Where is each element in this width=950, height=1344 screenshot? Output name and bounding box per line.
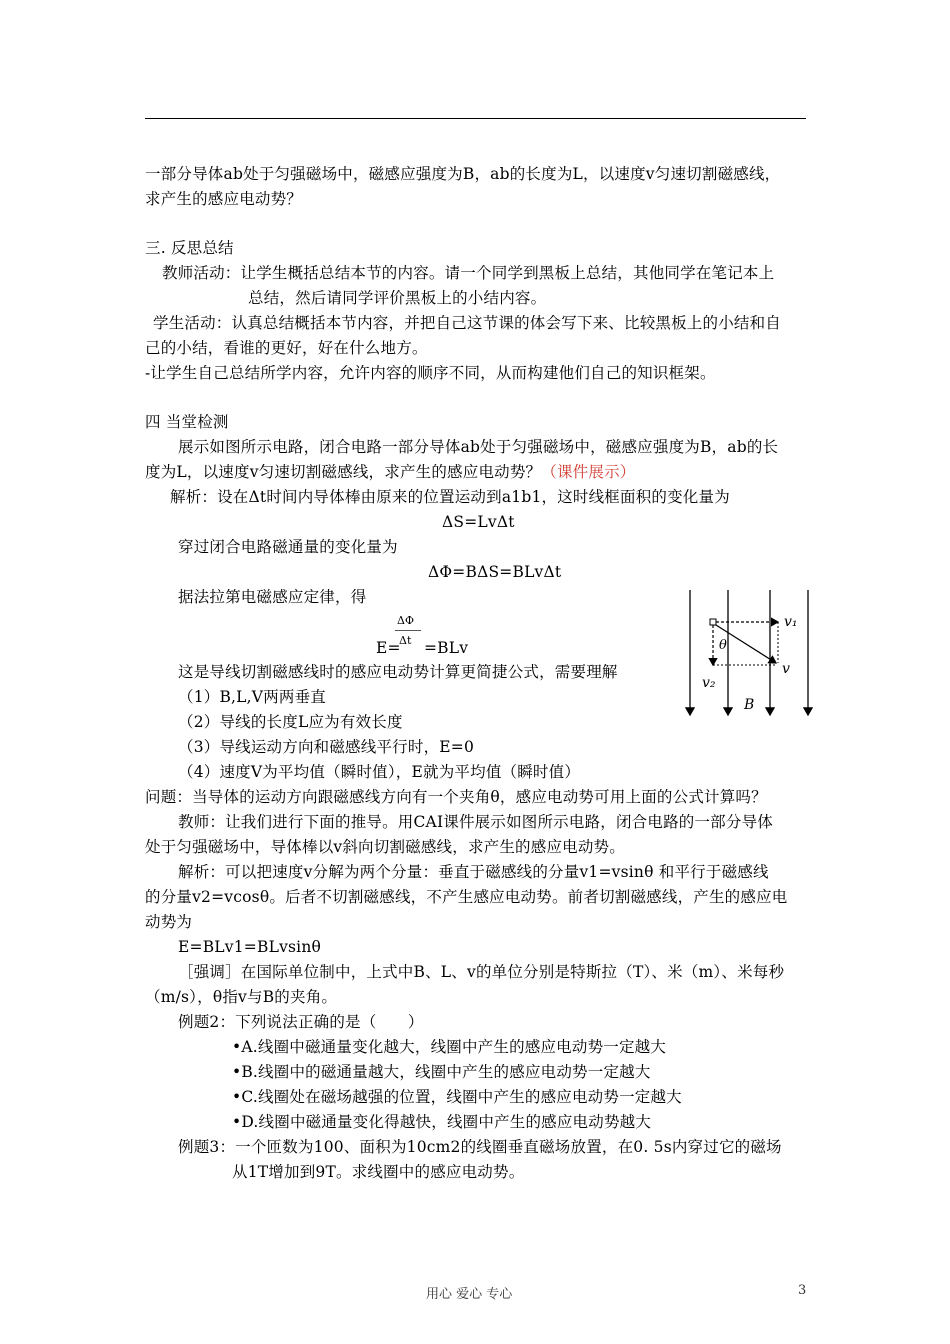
condition-item-3: （3）导线运动方向和磁感线平行时，E=0 [178, 738, 475, 756]
flux-change-text: 穿过闭合电路磁通量的变化量为 [178, 538, 398, 556]
intro-line-2: 求产生的感应电动势？ [145, 190, 303, 208]
condition-item-2: （2）导线的长度L应为有效长度 [178, 713, 403, 731]
footer-motto: 用心 爱心 专心 [426, 1287, 513, 1302]
example-2-option-a: •A.线圈中磁通量变化越大，线圈中产生的感应电动势一定越大 [232, 1038, 667, 1056]
formula-note: 这是导线切割磁感线时的感应电动势计算更简捷公式，需要理解 [178, 663, 618, 681]
equation-emf-left: E= [376, 639, 401, 657]
analysis2-line-1: 解析：可以把速度v分解为两个分量：垂直于磁感线的分量v1=vsinθ 和平行于磁感线 [178, 863, 769, 881]
teacher-activity-line-2: 总结，然后请同学评价黑板上的小结内容。 [248, 289, 547, 307]
condition-item-1: （1）B,L,V两两垂直 [178, 688, 326, 706]
equation-emf-sin: E=BLv1=BLvsinθ [178, 938, 322, 956]
analysis2-line-3: 动势为 [145, 913, 193, 931]
label-theta: θ [719, 638, 727, 653]
example-3-line-2: 从1T增加到9T。求线圈中的感应电动势。 [232, 1163, 525, 1181]
fraction-bar [395, 630, 421, 631]
equation-flux-change: ΔΦ=BΔS=BLvΔt [428, 563, 562, 581]
faraday-law-text: 据法拉第电磁感应定律，得 [178, 588, 367, 606]
example-2-option-b: •B.线圈中的磁通量越大，线圈中产生的感应电动势一定越大 [232, 1063, 651, 1081]
equation-emf-right: =BLv [424, 639, 469, 657]
question-line: 问题：当导体的运动方向跟磁感线方向有一个夹角θ，感应电动势可用上面的公式计算吗？ [145, 788, 767, 806]
conductor-point [710, 619, 716, 625]
problem-line-2 [145, 462, 635, 482]
student-activity-line-1: 学生活动：认真总结概括本节内容，并把自己这节课的体会写下来、比较黑板上的小结和自 [153, 314, 782, 332]
problem-line-1: 展示如图所示电路，闭合电路一部分导体ab处于匀强磁场中，磁感应强度为B，ab的长 [178, 438, 779, 456]
courseware-tag: （课件展示） [541, 463, 636, 481]
condition-item-4: （4）速度V为平均值（瞬时值），E就为平均值（瞬时值） [178, 763, 581, 781]
section-4-heading: 四 当堂检测 [145, 413, 229, 431]
teacher-line-2: 处于匀强磁场中，导体棒以v斜向切割磁感线，求产生的感应电动势。 [145, 838, 625, 856]
analysis2-line-2: 的分量v2=vcosθ。后者不切割磁感线，不产生感应电动势。前者切割磁感线，产生的感应电 [145, 888, 788, 906]
label-v: v [782, 661, 790, 677]
fraction-numerator: ΔΦ [397, 614, 414, 627]
example-2-title: 例题2：下列说法正确的是（ ） [178, 1013, 424, 1031]
emphasis-line-1: ［强调］在国际单位制中，上式中B、L、v的单位分别是特斯拉（T）、米（m）、米每秒 [178, 963, 785, 981]
teacher-line-1: 教师：让我们进行下面的推导。用CAI课件展示如图所示电路，闭合电路的一部分导体 [178, 813, 773, 831]
analysis-line-1: 解析：设在Δt时间内导体棒由原来的位置运动到a1b1，这时线框面积的变化量为 [170, 488, 730, 506]
student-activity-line-2: 己的小结，看谁的更好，好在什么地方。 [145, 339, 428, 357]
fraction-denominator: Δt [399, 634, 412, 647]
label-v1: v₁ [784, 614, 798, 630]
label-v2: v₂ [702, 675, 716, 691]
page-number: 3 [798, 1283, 807, 1298]
example-3-line-1: 例题3：一个匝数为100、面积为10cm2的线圈垂直磁场放置，在0. 5s内穿过它的磁场 [178, 1138, 782, 1156]
section-3-note: -让学生自己总结所学内容，允许内容的顺序不同，从而构建他们自己的知识框架。 [145, 364, 716, 382]
example-2-option-c: •C.线圈处在磁场越强的位置，线圈中产生的感应电动势一定越大 [232, 1088, 682, 1106]
equation-area-change: ΔS=LvΔt [442, 513, 515, 531]
label-B: B [744, 697, 755, 713]
teacher-activity-line-1: 教师活动：让学生概括总结本节的内容。请一个同学到黑板上总结，其他同学在笔记本上 [162, 264, 775, 282]
problem-line-2-text: 度为L，以速度v匀速切割磁感线，求产生的感应电动势？ [145, 463, 542, 481]
section-3-heading: 三. 反思总结 [145, 239, 234, 257]
emphasis-line-2: （m/s），θ指v与B的夹角。 [145, 988, 338, 1006]
intro-line-1: 一部分导体ab处于匀强磁场中，磁感应强度为B，ab的长度为L，以速度v匀速切割磁感线， [145, 165, 781, 183]
header-rule [145, 118, 806, 119]
velocity-decomposition-figure [680, 585, 825, 725]
example-2-option-d: •D.线圈中磁通量变化得越快，线圈中产生的感应电动势越大 [232, 1113, 652, 1131]
